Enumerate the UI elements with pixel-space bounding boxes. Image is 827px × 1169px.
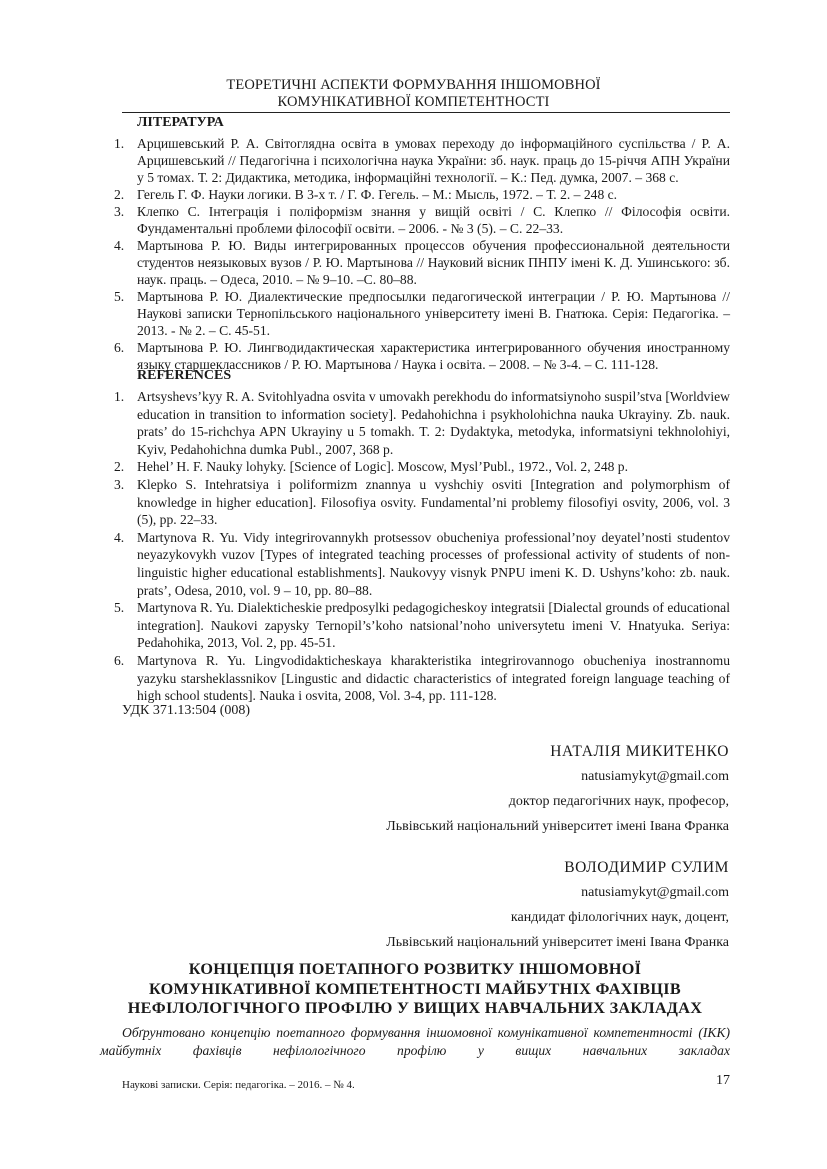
- running-head-line-1: ТЕОРЕТИЧНІ АСПЕКТИ ФОРМУВАННЯ ІНШОМОВНОЇ: [226, 77, 601, 93]
- reference-item: [108, 388, 730, 458]
- author-degree: кандидат філологічних наук, доцент,: [510, 910, 729, 925]
- literature-item: [108, 237, 730, 288]
- footer-journal: Наукові записки. Серія: педагогіка. – 2016. – № 4.: [122, 1079, 355, 1091]
- reference-item: [108, 599, 730, 652]
- reference-item-text: Martynova R. Yu. Dialekticheskie predposylki pedagogicheskoy integratsii [Dialectal grounds of educational integration]. Naukovi zapysky Ternopil’s’koho natsional’noho universytetu imeni V. Hnatyuka. Seriya: Pedahohika, 2013, Vol. 2, pp. 45-51.: [137, 600, 730, 651]
- literature-item-number: 2.: [114, 187, 125, 202]
- references-heading: REFERENCES: [137, 368, 232, 383]
- article-title: [90, 960, 740, 1019]
- literature-item-number: 1.: [114, 136, 125, 151]
- literature-list: [108, 135, 730, 373]
- author-email: natusiamykyt@gmail.com: [581, 769, 729, 784]
- references-list: [108, 388, 730, 705]
- reference-item-number: 5.: [114, 600, 125, 616]
- literature-item: [108, 288, 730, 339]
- literature-item: [108, 203, 730, 237]
- reference-item-number: 2.: [114, 459, 125, 475]
- literature-item-text: Арцишевський Р. А. Світоглядна освіта в умовах переходу до інформаційного суспільства / Р. А. Арцишевський // Педагогічна і психологічна наука України: зб. наук. праць до 15-річчя АПН України у 5 томах. Т. 2: Дидактика, методика, інформаційні технології. – К.: Пед. думка, 2007. – 368 с.: [137, 136, 730, 185]
- reference-item-number: 3.: [114, 476, 125, 492]
- literature-item-text: Мартынова Р. Ю. Диалектические предпосылки педагогической интеграции / Р. Ю. Мартынова // Наукові записки Тернопільського національного університету імені В. Гнатюка. Серія: Педагогіка. – 2013. - № 2. – С. 45-51.: [137, 289, 730, 338]
- literature-item: [108, 135, 730, 186]
- reference-item: [108, 652, 730, 705]
- reference-item-number: 4.: [114, 529, 125, 545]
- udk-code: УДК 371.13:504 (008): [122, 703, 251, 718]
- reference-item: [108, 476, 730, 529]
- literature-item-number: 4.: [114, 238, 125, 253]
- reference-item-text: Martynova R. Yu. Lingvodidakticheskaya kharakteristika integrirovannogo obucheniya inostrannomu yazyku starsheklassnikov [Lingustic and didactic characteristics of integrated foreign language teaching of high school students]. Nauka i osvita, 2008, Vol. 3-4, pp. 111-128.: [137, 652, 730, 704]
- author-affiliation: Львівський національний університет імені Івана Франка: [386, 819, 729, 834]
- literature-item-text: Мартынова Р. Ю. Лингводидактическая характеристика интегрированного обучения иностранному языку старшеклассников / Р. Ю. Мартынова / Наука і освіта. – 2008. – № 3-4. – С. 111-128.: [137, 340, 730, 372]
- literature-item: [108, 186, 730, 203]
- literature-heading: ЛІТЕРАТУРА: [137, 115, 224, 130]
- header-rule: [122, 112, 730, 113]
- reference-item-text: Klepko S. Intehratsiya i poliformizm znannya u vyshchiy osviti [Integration and polymorphism of knowledge in higher education]. Filosofiya osvity. Fundamental’ni problemy filosofiyi osvity, 2006, vol. 3 (5), pp. 22–33.: [137, 476, 730, 528]
- author-degree: доктор педагогічних наук, професор,: [508, 794, 729, 809]
- author-affiliation: Львівський національний університет імені Івана Франка: [386, 935, 729, 950]
- author-name: ВОЛОДИМИР СУЛИМ: [564, 859, 729, 876]
- running-head: [0, 77, 827, 110]
- reference-item: [108, 458, 730, 476]
- author-name: НАТАЛІЯ МИКИТЕНКО: [550, 743, 729, 760]
- abstract-text: Обґрунтовано концепцію поетапного формування іншомовної комунікативної компетентності (ІКК) майбутніх фахівців нефілологічного профілю у вищих навчальних закладах: [100, 1025, 730, 1058]
- running-head-line-2: КОМУНІКАТИВНОЇ КОМПЕТЕНТНОСТІ: [277, 93, 550, 110]
- article-title-line-3: НЕФІЛОЛОГІЧНОГО ПРОФІЛЮ У ВИЩИХ НАВЧАЛЬНИХ ЗАКЛАДАХ: [127, 999, 703, 1017]
- literature-item-text: Мартынова Р. Ю. Виды интегрированных процессов обучения профессиональной деятельности студентов неязыковых вузов / Р. Ю. Мартынова // Науковий вісник ПНПУ імені К. Д. Ушинського: зб. наук. праць. – Одеса, 2010. – № 9–10. –С. 80–88.: [137, 238, 730, 287]
- literature-item-number: 3.: [114, 204, 125, 219]
- author-email: natusiamykyt@gmail.com: [581, 885, 729, 900]
- literature-item-text: Гегель Г. Ф. Науки логики. В 3-х т. / Г. Ф. Гегель. – М.: Мысль, 1972. – Т. 2. – 248 с.: [137, 187, 618, 202]
- literature-item-number: 5.: [114, 289, 125, 304]
- reference-item-text: Hehel’ H. F. Nauky lohyky. [Science of Logic]. Moscow, Mysl’Publ., 1972., Vol. 2, 248 p.: [137, 459, 629, 475]
- author-block: [386, 858, 729, 953]
- reference-item-number: 6.: [114, 652, 125, 668]
- article-title-line-1: КОНЦЕПЦІЯ ПОЕТАПНОГО РОЗВИТКУ ІНШОМОВНОЇ: [188, 960, 642, 978]
- literature-item-number: 6.: [114, 340, 125, 355]
- reference-item-text: Martynova R. Yu. Vidy integrirovannykh protsessov obucheniya professional’noy deyatel’nosti studentov neyazykovykh vuzov [Types of integrated teaching processes of professional activity of students of non-linguistic higher educational establishments]. Naukovyy visnyk PNPU imeni K. D. Ushyns’koho: zb. nauk. prats’, Odesa, 2010, vol. 9 – 10, pp. 80–88.: [137, 529, 730, 598]
- author-block: [386, 742, 729, 837]
- literature-item-text: Клепко С. Інтеграція і поліформізм знання у вищій освіті / С. Клепко // Філософія освіти. Фундаментальні проблеми філософії освіти. – 2006. - № 3 (5). – С. 22–33.: [137, 204, 730, 236]
- page-number: 17: [716, 1073, 730, 1088]
- reference-item: [108, 529, 730, 599]
- reference-item-text: Artsyshevs’kyy R. A. Svitohlyadna osvita v umovakh perekhodu do informatsiynoho suspil’stva [Worldview education in transition to information society]. Pedahohichna i psykholohichna nauka Ukrayiny. Zb. nauk. prats’ do 15-richchya APN Ukrayiny u 5 tomakh. T. 2: Dydaktyka, metodyka, informatsiyni tekhnolohiyi, Kyiv, Pedahohichna dumka Publ., 2007, 368 p.: [137, 389, 730, 457]
- article-title-line-2: КОМУНІКАТИВНОЇ КОМПЕТЕНТНОСТІ МАЙБУТНІХ ФАХІВЦІВ: [149, 979, 681, 998]
- reference-item-number: 1.: [114, 389, 125, 404]
